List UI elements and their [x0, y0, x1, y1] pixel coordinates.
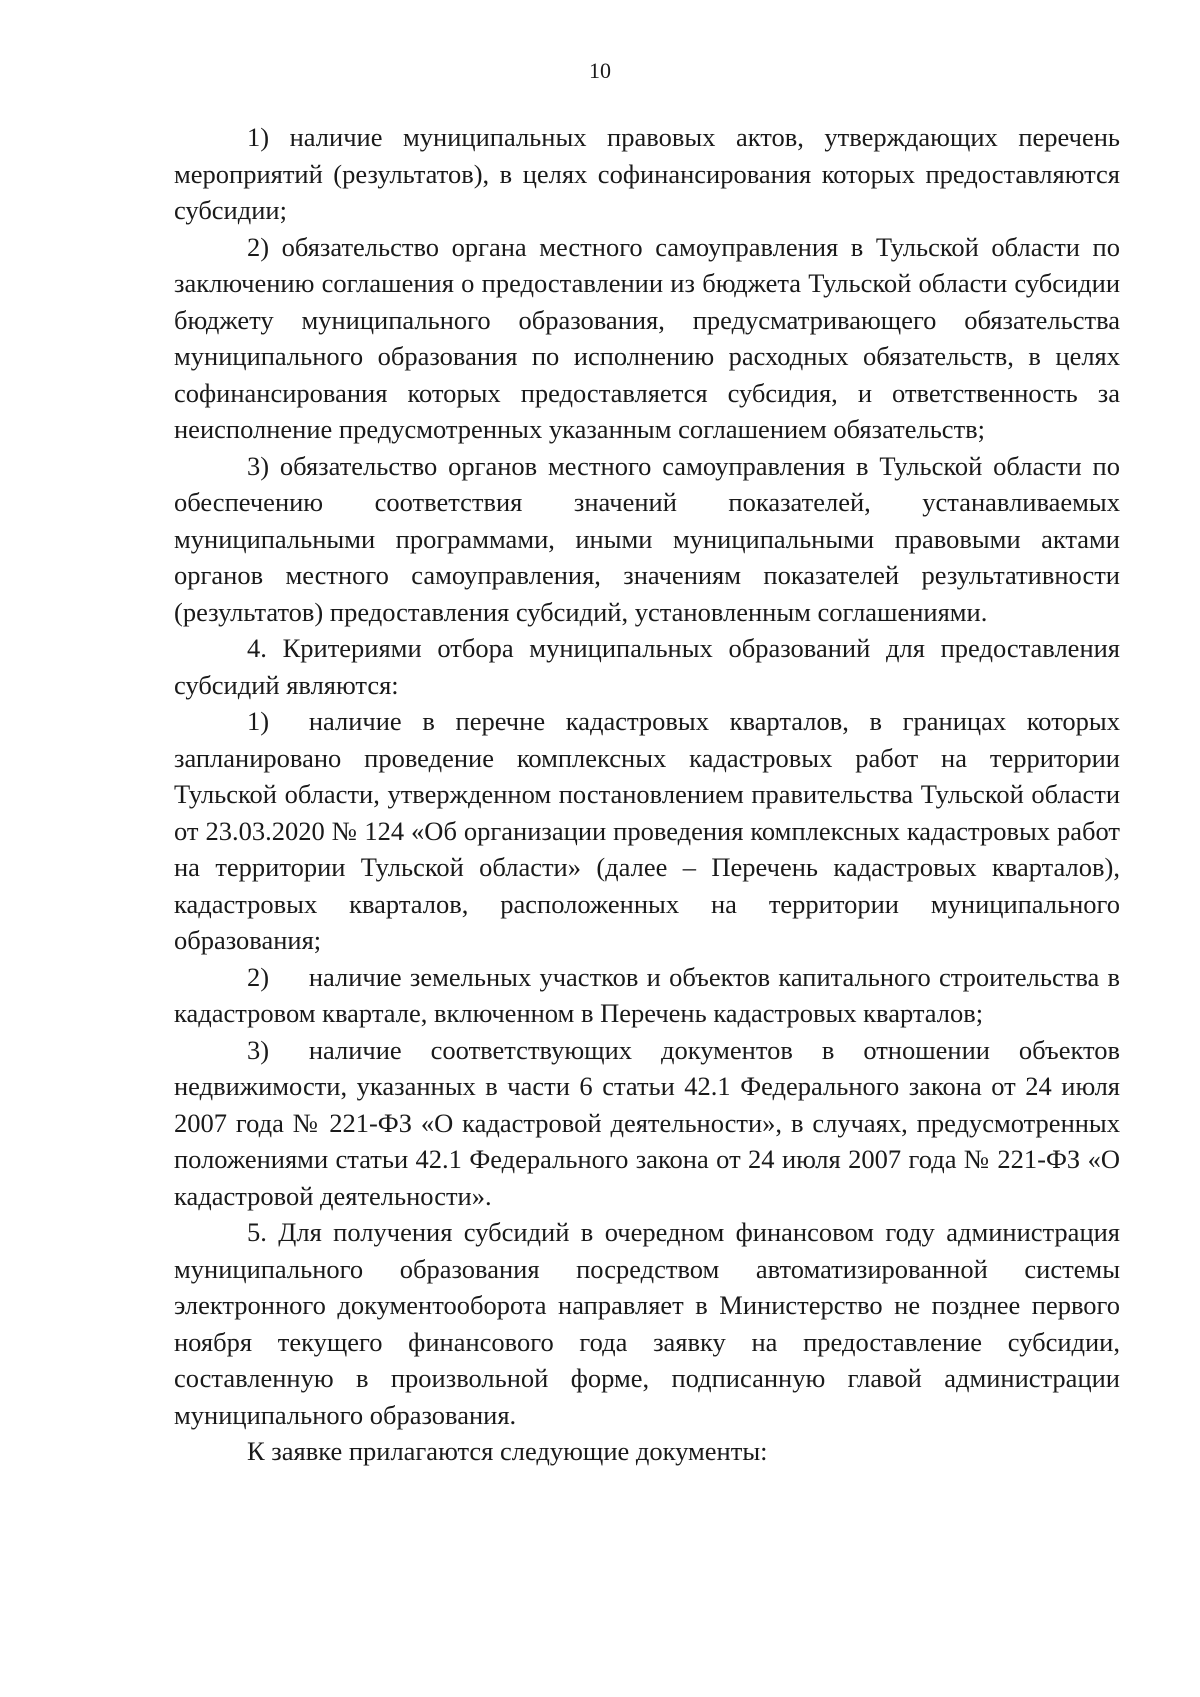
paragraph-condition-3-indicators-obligation: 3) обязательство органов местного самоуправления в Тульской области по обеспечению соответствия значений показателей, устанавливаемых муниципальными программами, иными муниципальными правовыми актами органов местного самоуправления, значениям показателей результативности (результатов) предоставления субсидий, установленным соглашениями. — [174, 450, 1120, 627]
paragraph-condition-1-legal-acts: 1) наличие муниципальных правовых актов, утверждающих перечень мероприятий (результатов), в целях софинансирования которых предоставляются субсидии; — [174, 122, 1120, 225]
paragraph-condition-2-agreement-obligation: 2) обязательство органа местного самоуправления в Тульской области по заключению соглашения о предоставлении из бюджета Тульской области субсидии бюджету муниципального образования, предусматривающего обязательства муниципального образования по исполнению расходных обязательств, в целях софинансирования которых предоставляется субсидия, и ответственность за неисполнение предусмотренных указанным соглашением обязательств; — [174, 231, 1120, 444]
paragraph-section-5-application: 5. Для получения субсидий в очередном финансовом году администрация муниципального образования посредством автоматизированной системы электронного документооборота направляет в Министерство не позднее первого ноября текущего финансового года заявку на предоставление субсидии, составленную в произвольной форме, подписанную главой администрации муниципального образования. — [174, 1217, 1120, 1430]
paragraph-criterion-2-land-plots: 2) наличие земельных участков и объектов капитального строительства в кадастровом квартале, включенном в Перечень кадастровых кварталов; — [174, 961, 1120, 1028]
paragraph-criterion-1-cadastral-list: 1) наличие в перечне кадастровых кварталов, в границах которых запланировано проведение комплексных кадастровых работ на территории Тульской области, утвержденном постановлением правительства Тульской области от 23.03.2020 № 124 «Об организации проведения комплексных кадастровых работ на территории Тульской области» (далее – Перечень кадастровых кварталов), кадастровых кварталов, расположенных на территории муниципального образования; — [174, 706, 1120, 955]
document-body — [174, 119, 1120, 1470]
paragraph-section-4-selection-criteria: 4. Критериями отбора муниципальных образований для предоставления субсидий являются: — [174, 633, 1120, 700]
paragraph-attachments-intro: К заявке прилагаются следующие документы: — [247, 1436, 768, 1466]
paragraph-criterion-3-documents: 3) наличие соответствующих документов в отношении объектов недвижимости, указанных в части 6 статьи 42.1 Федерального закона от 24 июля 2007 года № 221-ФЗ «О кадастровой деятельности», в случаях, предусмотренных положениями статьи 42.1 Федерального закона от 24 июля 2007 года № 221-ФЗ «О кадастровой деятельности». — [174, 1034, 1120, 1211]
page-number: 10 — [589, 58, 611, 83]
